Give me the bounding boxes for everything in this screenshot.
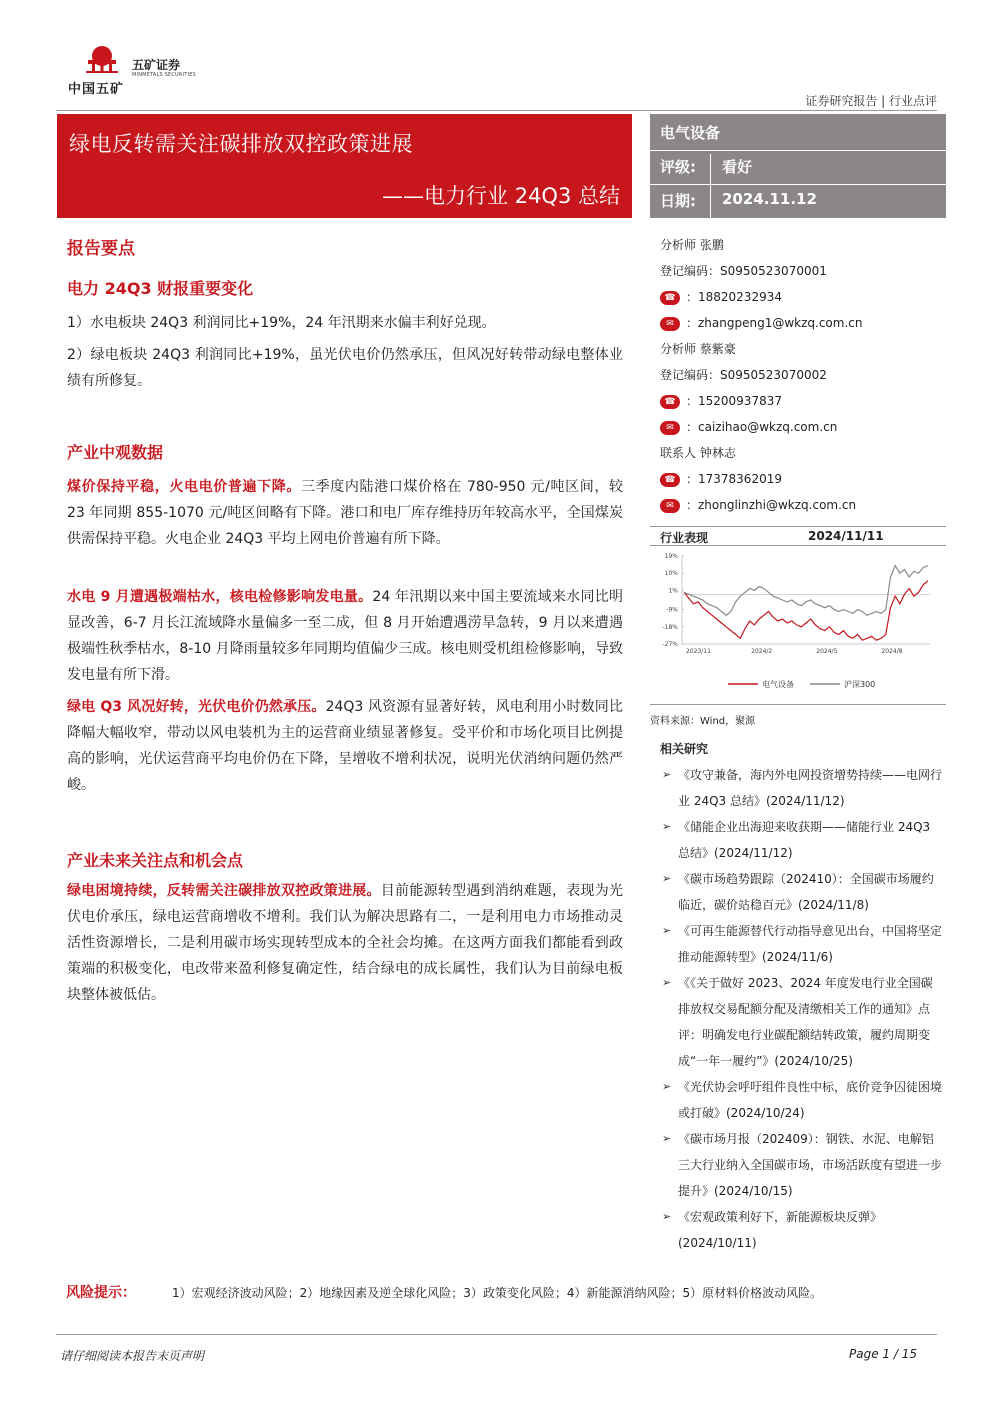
x-tick-label: 2024/8 [881,648,903,655]
performance-header [650,526,946,546]
footer-divider [56,1334,937,1335]
logo-cn-text: 中国五矿 [68,82,125,97]
y-tick-label: -27% [662,641,678,648]
phone-icon: ☎ [660,395,680,409]
analyst-2-phone[interactable]: ：15200937837 [686,394,782,408]
related-research-item[interactable] [662,1204,944,1256]
related-research-title: 《《关于做好 2023、2024 年度发电行业全国碳排放权交易配额分配及清缴相关工作的通知》点评：明确发电行业碳配额结转政策，履约周期变成“一年一履约”》(2024/10/25) [678,976,933,1068]
mid-paragraph-2-text: 24 年汛期以来中国主要流域来水同比明显改善，6-7 月长江流域降水量偏多一至二成，但 8 月开始遭遇涝旱急转，9 月以来遭遇极端性秋季枯水，8-10 月降雨量较多年同期均值偏少三成。核电则受机组检修影响，导致发电量有所下滑。 [67,589,623,683]
future-paragraph-highlight: 绿电困境持续，反转需关注碳排放双控政策进展。 [67,883,381,899]
related-research-list [662,762,944,1256]
related-research-title: 《碳市场月报（202409）：钢铁、水泥、电解铝三大行业纳入全国碳市场，市场活跃度有望进一步提升》(2024/10/15) [678,1132,943,1198]
email-icon: ✉ [660,317,680,331]
email-icon: ✉ [660,421,680,435]
y-tick-label: -18% [662,623,678,631]
chart-divider [650,704,946,705]
related-research-item[interactable] [662,1074,944,1126]
y-tick-label: 10% [664,570,678,578]
arrow-bullet-icon: ➢ [662,1132,672,1145]
contact-phone[interactable]: ：17378362019 [686,472,782,486]
series-line-index [684,566,928,616]
report-subtitle: ——电力行业 24Q3 总结 [382,184,620,208]
related-research-title: 《攻守兼备，海内外电网投资增势持续——电网行业 24Q3 总结》(2024/11/12) [678,768,943,808]
summary-heading: 报告要点 [67,239,135,259]
risk-text: 1）宏观经济波动风险；2）地缘因素及逆全球化风险；3）政策变化风险；4）新能源消纳风险；5）原材料价格波动风险。 [172,1286,823,1300]
date-value: 2024.11.12 [722,190,817,208]
arrow-bullet-icon: ➢ [662,820,672,833]
arrow-bullet-icon: ➢ [662,924,672,937]
y-tick-label: 1% [668,587,678,595]
analyst-2-name: 分析师 蔡紫豪 [660,342,736,356]
arrow-bullet-icon: ➢ [662,976,672,989]
rating-value: 看好 [722,158,753,176]
performance-label: 行业表现 [660,531,709,545]
related-research-heading: 相关研究 [660,742,709,756]
arrow-bullet-icon: ➢ [662,1210,672,1223]
q3-paragraph-1: 1）水电板块 24Q3 利润同比+19%，24 年汛期来水偏丰利好兑现。 [67,315,496,331]
risk-label: 风险提示： [66,1285,136,1301]
related-research-item[interactable] [662,918,944,970]
related-research-title: 《可再生能源替代行动指导意见出台，中国将坚定推动能源转型》(2024/11/6) [678,924,943,964]
legend-label: 沪深300 [844,680,876,689]
future-paragraph-text: 目前能源转型遇到消纳难题，表现为光伏电价承压，绿电运营商增收不增利。我们认为解决思路有二，一是利用电力市场推动灵活性资源增长，二是利用碳市场实现转型成本的全社会均摊。在这两方面我们都能看到政策端的积极变化，电改带来盈利修复确定性，结合绿电的成长属性，我们认为目前绿电板块整体被低估。 [67,883,624,1003]
related-research-item[interactable] [662,970,944,1074]
related-research-item[interactable] [662,762,944,814]
phone-icon: ☎ [660,291,680,305]
logo-company-name: 五矿证券 [132,58,181,72]
future-paragraph [67,878,623,1008]
contact-email[interactable]: ：zhonglinzhi@wkzq.com.cn [686,498,857,512]
y-tick-label: -9% [666,606,678,614]
mid-paragraph-1-highlight: 煤价保持平稳，火电电价普遍下降。 [67,479,301,495]
industry-performance-chart [650,548,946,708]
mid-paragraph-1-text: 三季度内陆港口煤价格在 780-950 元/吨区间，较 23 年同期 855-1070 元/吨区间略有下降。港口和电厂库存维持历年较高水平，全国煤炭供需保持平稳。火电企业 24Q3 平均上网电价普遍有所下降。 [67,479,623,547]
analyst-1-phone-row [660,288,782,305]
mid-paragraph-1 [67,474,623,552]
arrow-bullet-icon: ➢ [662,1080,672,1093]
rating-box-divider [650,150,946,151]
report-title: 绿电反转需关注碳排放双控政策进展 [69,132,413,156]
contact-name: 联系人 钟林志 [660,446,736,460]
mid-paragraph-3-text: 24Q3 风资源有显著好转，风电利用小时数同比降幅大幅收窄，带动以风电装机为主的运营商业绩显著修复。受平价和市场化项目比例提高的影响，光伏运营商平均电价仍在下降，呈增收不增利状况，说明光伏消纳问题仍然严峻。 [67,699,623,793]
phone-icon: ☎ [660,473,680,487]
analyst-2-reg: 登记编码：S0950523070002 [660,368,827,382]
related-research-item[interactable] [662,814,944,866]
mid-paragraph-2 [67,584,623,688]
related-research-title: 《光伏协会呼吁组件良性中标，底价竞争囚徒困境或打破》(2024/10/24) [678,1080,943,1120]
mid-heading: 产业中观数据 [67,443,164,462]
analyst-2-email-row [660,418,837,435]
related-research-title: 《碳市场趋势跟踪（202410）：全国碳市场履约临近，碳价站稳百元》(2024/11/8) [678,872,934,912]
rating-box [650,114,946,218]
related-research-title: 《宏观政策利好下，新能源板块反弹》(2024/10/11) [678,1210,883,1250]
chart-source: 资料来源：Wind，聚源 [650,716,756,727]
contact-phone-row [660,470,782,487]
mid-paragraph-2-highlight: 水电 9 月遭遇极端枯水，核电检修影响发电量。 [67,589,373,605]
rating-label: 评级: [660,158,696,176]
x-tick-label: 2023/11 [686,648,711,655]
analyst-2-phone-row [660,392,782,409]
date-label: 日期: [660,192,696,210]
page-number: Page 1 / 15 [849,1347,917,1361]
q3-heading: 电力 24Q3 财报重要变化 [67,279,254,298]
analyst-1-reg: 登记编码：S0950523070001 [660,264,827,278]
report-type-tag: 证券研究报告 | 行业点评 [805,94,937,108]
mid-paragraph-3 [67,694,623,798]
email-icon: ✉ [660,499,680,513]
arrow-bullet-icon: ➢ [662,768,672,781]
logo-english-name: MINMETALS SECURITIES [132,72,196,78]
mid-paragraph-3-highlight: 绿电 Q3 风况好转，光伏电价仍然承压。 [67,699,326,715]
contact-email-row [660,496,856,513]
x-tick-label: 2024/5 [816,648,838,655]
legend-label: 电气设备 [762,680,794,689]
industry-name: 电气设备 [660,124,721,142]
analyst-2-email[interactable]: ：caizihao@wkzq.com.cn [686,420,838,434]
q3-paragraph-2: 2）绿电板块 24Q3 利润同比+19%，虽光伏电价仍然承压，但风况好转带动绿电整体业绩有所修复。 [67,347,623,389]
performance-date: 2024/11/11 [808,529,884,543]
company-logo [66,44,216,100]
rating-box-divider [650,184,946,185]
title-banner [57,114,632,218]
related-research-item[interactable] [662,1126,944,1204]
top-divider [56,110,937,111]
minmetals-logo-icon [84,44,120,74]
arrow-bullet-icon: ➢ [662,872,672,885]
analyst-1-email-row [660,314,862,331]
x-tick-label: 2024/2 [751,648,773,655]
footer-disclaimer: 请仔细阅读本报告末页声明 [60,1349,205,1363]
related-research-title: 《储能企业出海迎来收获期——储能行业 24Q3 总结》(2024/11/12) [678,820,931,860]
future-heading: 产业未来关注点和机会点 [67,851,244,870]
analyst-1-phone[interactable]: ：18820232934 [686,290,782,304]
related-research-item[interactable] [662,866,944,918]
y-tick-label: 19% [664,553,678,560]
analyst-1-email[interactable]: ：zhangpeng1@wkzq.com.cn [686,316,863,330]
rating-box-vdivider [710,154,711,218]
analyst-1-name: 分析师 张鹏 [660,238,724,252]
